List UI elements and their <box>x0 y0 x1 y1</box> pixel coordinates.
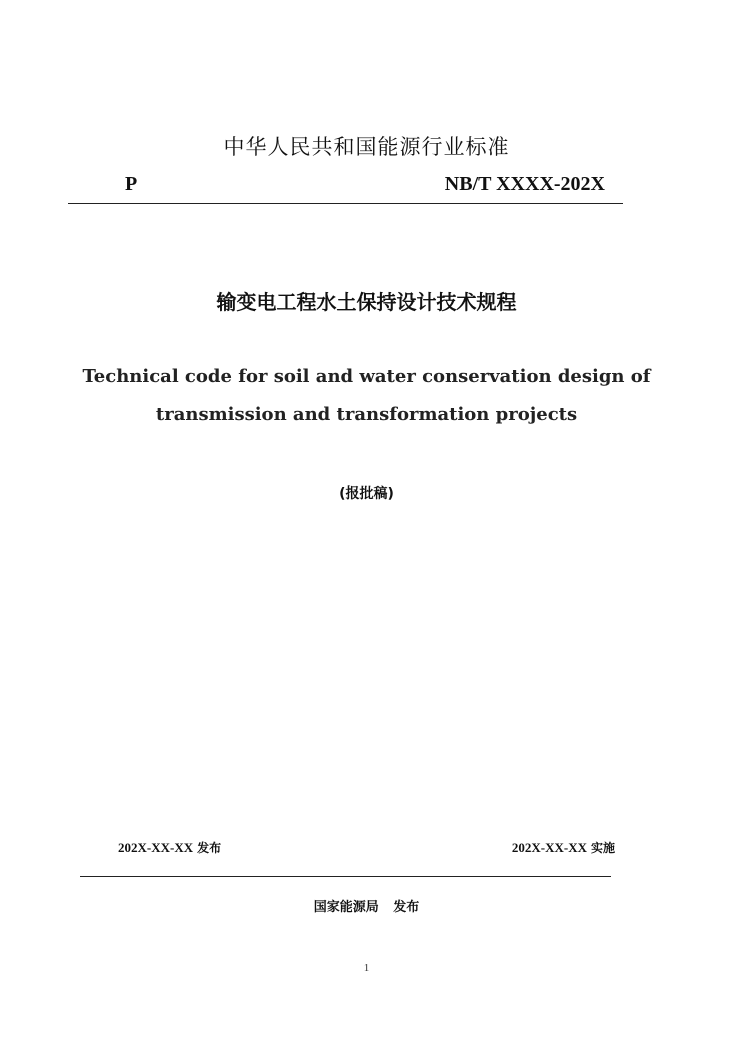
issue-date: 202X-XX-XX <box>118 840 194 855</box>
standard-number: NB/T XXXX-202X <box>444 173 605 195</box>
footer-divider <box>80 876 611 877</box>
implementation-label: 实施 <box>590 841 615 855</box>
issue-date-block <box>118 839 221 856</box>
implementation-date: 202X-XX-XX <box>511 840 587 855</box>
draft-status: (报批稿) <box>339 486 394 502</box>
header-divider <box>68 203 623 204</box>
category-code: P <box>125 173 138 195</box>
page-number: 1 <box>363 962 370 974</box>
standard-title: 中华人民共和国能源行业标准 <box>223 135 510 159</box>
english-title-line2: transmission and transformation projects <box>155 404 578 425</box>
chinese-title: 输变电工程水土保持设计技术规程 <box>216 290 517 314</box>
issue-label: 发布 <box>197 841 222 855</box>
english-title-line1: Technical code for soil and water conservation design of <box>82 366 651 387</box>
implementation-date-block <box>512 839 615 856</box>
issuer: 国家能源局 发布 <box>313 900 420 915</box>
